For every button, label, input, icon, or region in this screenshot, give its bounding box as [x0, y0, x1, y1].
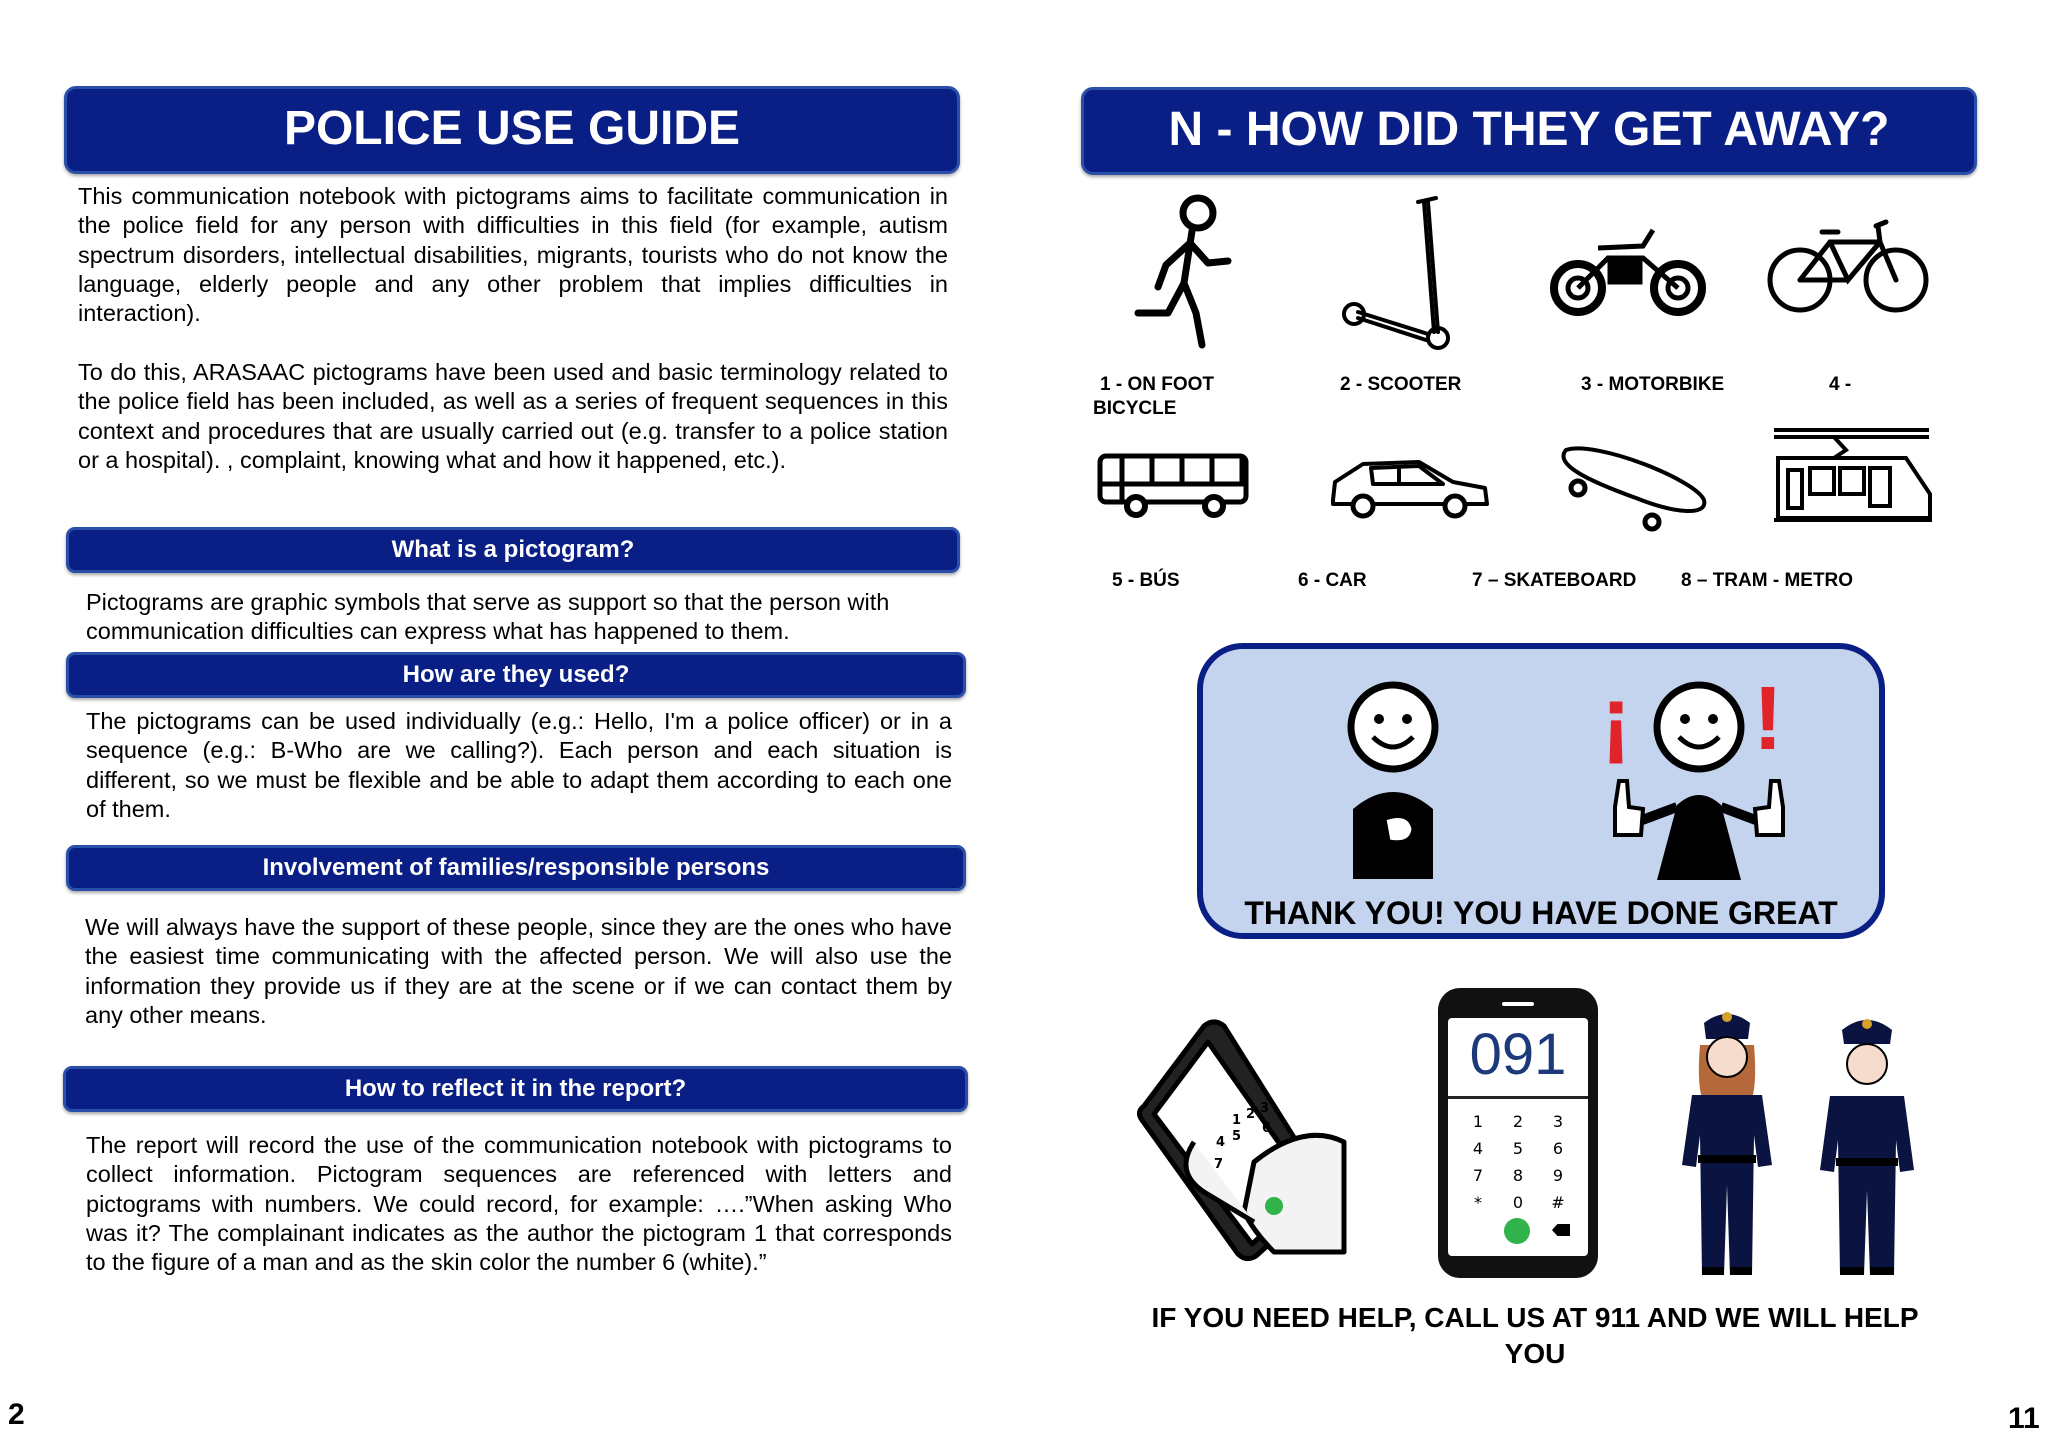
- section-heading-involvement: Involvement of families/responsible persons: [66, 845, 966, 891]
- page-number-right: 11: [2008, 1402, 2040, 1435]
- section-text-what-is-pictogram: Pictograms are graphic symbols that serve as support so that the person with communication difficulties can express what has happened to them.: [86, 589, 890, 645]
- section-heading-how-used: How are they used?: [66, 652, 966, 698]
- bus-icon: [1096, 450, 1251, 520]
- left-page-title: POLICE USE GUIDE: [283, 102, 741, 155]
- svg-text:5: 5: [1232, 1129, 1242, 1144]
- phone-number-display: 091: [1469, 1022, 1567, 1087]
- scooter-icon: [1338, 192, 1458, 352]
- label-car: 6 - CAR: [1298, 570, 1367, 591]
- left-page-title-banner: [64, 86, 960, 174]
- hand-holding-phone-icon: [1134, 1022, 1354, 1262]
- key-2: 2: [1512, 1112, 1524, 1131]
- svg-text:2: 2: [1246, 1107, 1256, 1122]
- key-6: 6: [1552, 1139, 1564, 1158]
- key-9: 9: [1552, 1166, 1564, 1185]
- svg-text:4: 4: [1216, 1135, 1226, 1150]
- label-scooter: 2 - SCOOTER: [1340, 374, 1462, 395]
- bicycle-icon: [1766, 218, 1931, 318]
- call-button-icon: [1504, 1218, 1530, 1244]
- help-call-text: IF YOU NEED HELP, CALL US AT 911 AND WE WILL HELP YOU: [1151, 1302, 1919, 1369]
- right-page-title: N - HOW DID THEY GET AWAY?: [1168, 103, 1890, 156]
- thank-you-text: THANK YOU! YOU HAVE DONE GREAT: [1244, 895, 1838, 931]
- skateboard-icon: [1556, 440, 1711, 535]
- section-heading-report: How to reflect it in the report?: [63, 1066, 968, 1112]
- page-number-left: 2: [8, 1398, 25, 1431]
- svg-text:7: 7: [1214, 1157, 1224, 1172]
- exclamation-open-mark: ¡: [1601, 669, 1631, 769]
- delete-key-icon: [1552, 1224, 1570, 1236]
- smiling-person-hand-on-chest-icon: [1323, 679, 1463, 879]
- walking-person-icon: [1128, 195, 1238, 355]
- phone-dialer: [1438, 988, 1598, 1278]
- key-7: 7: [1472, 1166, 1484, 1185]
- section-text-involvement: We will always have the support of these people, since they are the ones who have the easiest time communicating with the affected person. We will also use the information they provide us if they are at the scene or if we can contact them by any other means.: [85, 914, 952, 1028]
- label-number-4: 4 -: [1829, 374, 1852, 395]
- label-tram-metro: 8 – TRAM - METRO: [1681, 570, 1854, 591]
- label-bicycle-wrap: BICYCLE: [1093, 398, 1177, 419]
- key-3: 3: [1552, 1112, 1564, 1131]
- label-bus: 5 - BÚS: [1112, 570, 1180, 591]
- car-icon: [1327, 452, 1492, 522]
- section-text-report: The report will record the use of the communication notebook with pictograms to collect information. Pictogram sequences are referenced with letters and pictograms with numbers. We could record, for example: ….”When asking Who was it? The complainant indicates as the author the pictogram 1 that corresponds to the figure of a man and as the skin color the number 6 (white).”: [86, 1132, 952, 1276]
- intro-paragraph-2: To do this, ARASAAC pictograms have been used and basic terminology related to the police field has been included, as well as a series of frequent sequences in this context and procedures that are usually carried out (e.g. transfer to a police station or a hospital). , complaint, knowing what and how it happened, etc.).: [78, 359, 948, 473]
- svg-text:1: 1: [1232, 1113, 1242, 1128]
- label-on-foot: 1 - ON FOOT: [1100, 374, 1214, 395]
- intro-paragraph-1: This communication notebook with pictograms aims to facilitate communication in the police field for any person with difficulties in this field (for example, autism spectrum disorders, intellectual disabilities, migrants, tourists who do not know the language, elderly people and any other problem that implies difficulties in interaction).: [78, 183, 948, 327]
- svg-text:6: 6: [1262, 1121, 1272, 1136]
- female-police-officer-icon: [1672, 1005, 1782, 1275]
- label-skateboard: 7 – SKATEBOARD: [1472, 570, 1637, 591]
- key-0: 0: [1512, 1193, 1524, 1212]
- phone-screen: [1448, 1018, 1588, 1256]
- thank-you-panel: [1197, 643, 1885, 939]
- key-5: 5: [1512, 1139, 1524, 1158]
- label-motorbike: 3 - MOTORBIKE: [1581, 374, 1725, 395]
- phone-display-divider: [1448, 1096, 1588, 1099]
- right-page-title-banner: [1081, 87, 1977, 175]
- svg-text:3: 3: [1260, 1101, 1270, 1116]
- section-text-how-used: The pictograms can be used individually (e.g.: Hello, I'm a police officer) or in a sequence (e.g.: B-Who are we calling?). Each person and each situation is different, so we must be flexible and be able to adapt them according to each one of them.: [86, 708, 952, 822]
- section-heading-what-is-pictogram: What is a pictogram?: [66, 527, 960, 573]
- key-8: 8: [1512, 1166, 1524, 1185]
- key-1: 1: [1472, 1112, 1484, 1131]
- phone-keypad: [1458, 1112, 1578, 1212]
- phone-speaker: [1502, 1002, 1534, 1006]
- key-hash: #: [1551, 1193, 1565, 1212]
- key-star: *: [1474, 1193, 1482, 1212]
- exclamation-close-mark: !: [1753, 669, 1783, 769]
- key-4: 4: [1472, 1139, 1484, 1158]
- male-police-officer-icon: [1812, 1010, 1922, 1275]
- motorbike-icon: [1548, 218, 1708, 318]
- tram-icon: [1774, 428, 1934, 523]
